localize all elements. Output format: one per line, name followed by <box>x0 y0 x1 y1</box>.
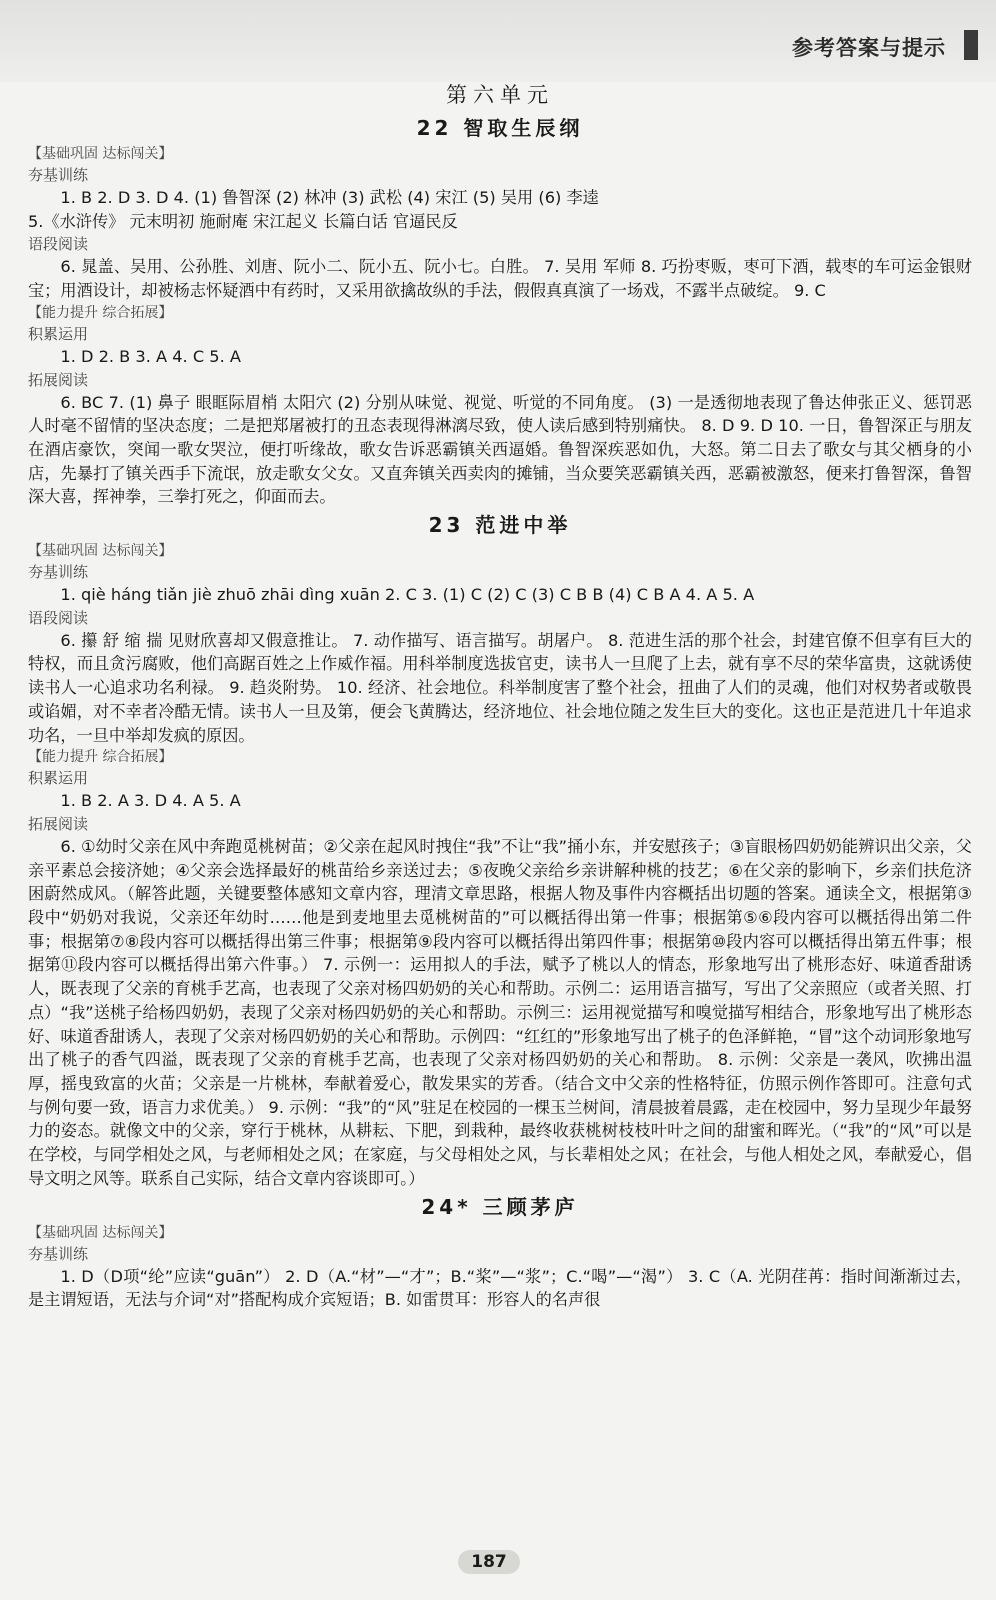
subsection-heading: 积累运用 <box>28 769 89 788</box>
lesson-title: 23 范进中举 <box>428 513 572 538</box>
page-number: 187 <box>458 1550 520 1574</box>
header-marker <box>964 30 978 60</box>
lesson-title: 24* 三顾茅庐 <box>421 1194 579 1219</box>
answer-paragraph: 1. B 2. D 3. D 4. (1) 鲁智深 (2) 林冲 (3) 武松 (4) 宋江 (5) 吴用 (6) 李逵 <box>60 188 599 207</box>
running-header: 参考答案与提示 <box>792 36 946 60</box>
answer-paragraph: 1. D 2. B 3. A 4. C 5. A <box>60 346 241 366</box>
section-bracket: 【能力提升 综合拓展】 <box>28 749 173 766</box>
answer-paragraph: 6. ①幼时父亲在风中奔跑觅桃树苗；②父亲在起风时拽住“我”不让“我”捅小东，并安慰孩子；③盲眼杨四奶奶能辨识出父亲，父亲平素总会接济她；④父亲会选择最好的桃苗给乡亲送过去；⑤夜晚父亲给乡亲讲解种桃的技艺；⑥在父亲的影响下，乡亲们扶危济困蔚然成风。（解答此题，关键要整体感知文章内容，理清文章思路，根据人物及事件内容概括出切题的答案。通读全文，根据第③段中“奶奶对我说，父亲还年幼时……他是到麦地里去觅桃树苗的”可以概括得出第一件事；根据第⑤⑥段内容可以概括得出第二件事；根据第⑦⑧段内容可以概括得出第三件事；根据第⑨段内容可以概括得出第四件事；根据第⑩段内容可以概括得出第五件事；根据第⑪段内容可以概括得出第六件事。） 7. 示例一：运用拟人的手法，赋予了桃以人的情态，形象地写出了桃形态好、味道香甜诱人，既表现了父亲的育桃手艺高，也表现了父亲对杨四奶奶的关心和帮助。示例二：运用语言描写，写出了父亲照应（或者关照、打点）“我”送桃子给杨四奶奶，表现了父亲对杨四奶奶的关心和帮助。示例三：运用视觉描写和嗅觉描写相结合，形象地写出了桃形态好、味道香甜诱人，表现了父亲对杨四奶奶的关心和帮助。示例四：“红红的”形象地写出了桃子的色泽鲜艳，“冒”这个动词形象地写出了桃子的香气四溢，既表现了父亲的育桃手艺高，也表现了父亲对杨四奶奶的关心和帮助。 8. 示例：父亲是一袭风，吹拂出温厚，摇曳致富的火苗；父亲是一片桃林，奉献着爱心，散发果实的芳香。（结合文中父亲的性格特征，仿照示例作答即可。注意句式与例句要一致，语言力求优美。） 9. 示例：“我”的“风”驻足在校园的一棵玉兰树间，清晨披着晨露，走在校园中，努力呈现少年最努力的姿态。就像文中的父亲，穿行于桃林，从耕耘、下肥，到栽种，最终收获桃树枝枝叶叶之间的甜蜜和晖光。（“我”的“风”可以是在学校，与同学相处之风，与老师相处之风；在家庭，与父母相处之风，与长辈相处之风；在社会，与他人相处之风，奉献爱心，倡导文明之风等。联系自己实际，结合文章内容谈即可。） <box>28 836 972 1188</box>
answer-paragraph: 1. qiè háng tiǎn jiè zhuō zhāi dìng xuān 2. C 3. (1) C (2) C (3) C B B (4) C B A 4. A 5. A <box>60 585 755 605</box>
subsection-heading: 语段阅读 <box>28 608 89 627</box>
answer-paragraph: 6. 晁盖、吴用、公孙胜、刘唐、阮小二、阮小五、阮小七。白胜。 7. 吴用 军师 8. 巧扮枣贩，枣可下酒，载枣的车可运金银财宝；用酒设计，却被杨志怀疑酒中有药时，又采用欲擒故纵的手法，假假真真演了一场戏，不露半点破绽。 9. C <box>28 257 972 301</box>
section-bracket: 【基础巩固 达标闯关】 <box>28 543 173 560</box>
section-bracket: 【基础巩固 达标闯关】 <box>28 146 173 162</box>
answer-paragraph: 6. BC 7. (1) 鼻子 眼眶际眉梢 太阳穴 (2) 分别从味觉、视觉、听觉的不同角度。 (3) 一是透彻地表现了鲁达伸张正义、惩罚恶人时毫不留情的坚决态度；二是把郑屠被打的丑态表现得淋漓尽致，使人读后感到特别痛快。 8. D 9. D 10. 一日，鲁智深正与朋友在酒店豪饮，突闻一歌女哭泣，便打听缘故，歌女告诉恶霸镇关西逼婚。鲁智深疾恶如仇，大怒。第二日去了歌女与其父栖身的小店，先暴打了镇关西手下流氓，放走歌女父女。又直奔镇关西卖肉的摊铺，当众要笑恶霸镇关西，恶霸被激怒，便来打鲁智深，鲁智深大喜，挥神拳，三拳打死之，仰面而去。 <box>28 392 972 507</box>
subsection-heading: 积累运用 <box>28 324 89 343</box>
lesson-title: 22 智取生辰纲 <box>416 116 584 140</box>
subsection-heading: 夯基训练 <box>28 563 89 582</box>
subsection-heading: 语段阅读 <box>28 235 89 254</box>
answer-content <box>28 74 972 1312</box>
answer-paragraph: 1. B 2. A 3. D 4. A 5. A <box>60 791 241 811</box>
answer-paragraph: 5.《水浒传》 元末明初 施耐庵 宋江起义 长篇白话 官逼民反 <box>28 211 458 231</box>
subsection-heading: 拓展阅读 <box>28 814 89 833</box>
section-bracket: 【能力提升 综合拓展】 <box>28 304 173 321</box>
answer-paragraph: 6. 攥 舒 缩 揣 见财欣喜却又假意推让。 7. 动作描写、语言描写。胡屠户。 8. 范进生活的那个社会，封建官僚不但享有巨大的特权，而且贪污腐败，他们高踞百姓之上作威作福。用科举制度选拔官吏，读书人一旦爬了上去，就有享不尽的荣华富贵，这就诱使读书人一心追求功名利禄。 9. 趋炎附势。 10. 经济、社会地位。科举制度害了整个社会，扭曲了人们的灵魂，他们对权势者或敬畏或谄媚，对不幸者冷酷无情。读书人一旦及第，便会飞黄腾达，经济地位、社会地位随之发生巨大的变化。这也正是范进几十年追求功名，一旦中举却发疯的原因。 <box>28 630 972 745</box>
section-bracket: 【基础巩固 达标闯关】 <box>28 1224 173 1241</box>
header-band <box>0 0 996 82</box>
subsection-heading: 夯基训练 <box>28 166 89 184</box>
subsection-heading: 拓展阅读 <box>28 370 89 389</box>
answer-paragraph: 1. D（D项“纶”应读“guān”） 2. D（A.“材”—“才”；B.“桨”—“浆”；C.“喝”—“渴”） 3. C（A. 光阴荏苒：指时间渐渐过去，是主谓短语，无法与介词“对”搭配构成介宾短语；B. 如雷贯耳：形容人的名声很 <box>28 1266 972 1310</box>
unit-title: 第六单元 <box>446 83 554 107</box>
subsection-heading: 夯基训练 <box>28 1244 89 1263</box>
